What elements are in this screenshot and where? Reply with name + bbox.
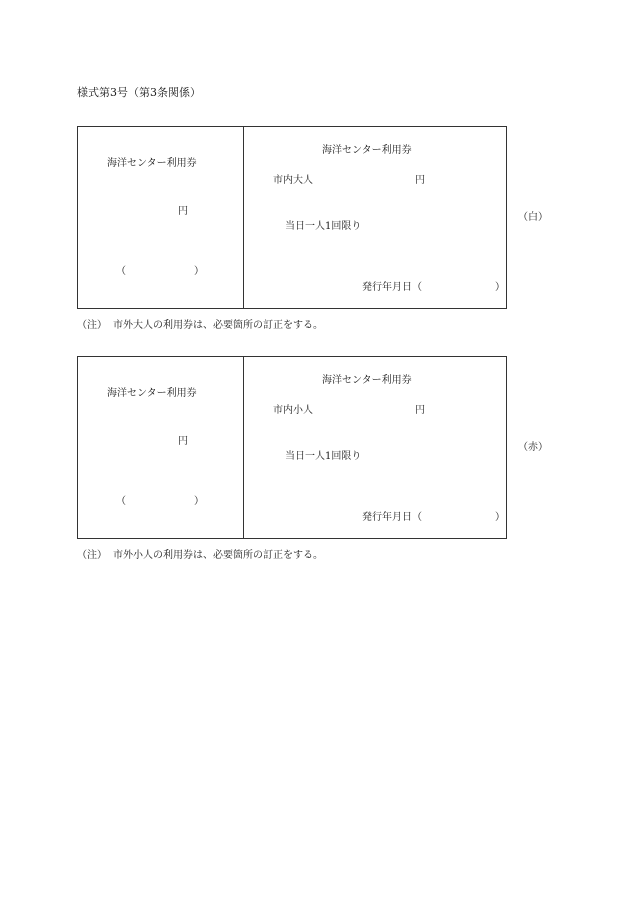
stub-paren-open: （ — [116, 496, 126, 507]
main-title: 海洋センター利用券 — [322, 375, 412, 386]
note-text: 市外大人の利用券は、必要箇所の訂正をする。 — [113, 320, 323, 331]
stub-yen: 円 — [178, 206, 188, 217]
main-yen: 円 — [415, 175, 425, 186]
issue-date-label: 発行年月日（ — [362, 512, 422, 523]
issue-date-close: ） — [495, 282, 505, 293]
stub-title: 海洋センター利用券 — [107, 158, 197, 169]
ticket-divider — [243, 127, 244, 308]
ticket-adult — [77, 126, 507, 309]
form-label: 様式第3号（第3条関係） — [77, 86, 201, 99]
stub-title: 海洋センター利用券 — [107, 388, 197, 399]
issue-date-label: 発行年月日（ — [362, 282, 422, 293]
main-category: 市内大人 — [273, 175, 313, 186]
note-prefix: （注） — [77, 550, 107, 561]
main-validity: 当日一人1回限り — [285, 221, 362, 232]
ticket-divider — [243, 357, 244, 538]
stub-paren-close: ） — [194, 496, 204, 507]
note-text: 市外小人の利用券は、必要箇所の訂正をする。 — [113, 550, 323, 561]
stub-paren-open: （ — [116, 266, 126, 277]
color-note-white: （白） — [518, 212, 548, 223]
main-category: 市内小人 — [273, 405, 313, 416]
color-note-red: （赤） — [518, 442, 548, 453]
stub-yen: 円 — [178, 436, 188, 447]
ticket-child — [77, 356, 507, 539]
main-yen: 円 — [415, 405, 425, 416]
main-validity: 当日一人1回限り — [285, 451, 362, 462]
stub-paren-close: ） — [194, 266, 204, 277]
note-prefix: （注） — [77, 320, 107, 331]
main-title: 海洋センター利用券 — [322, 145, 412, 156]
issue-date-close: ） — [495, 512, 505, 523]
